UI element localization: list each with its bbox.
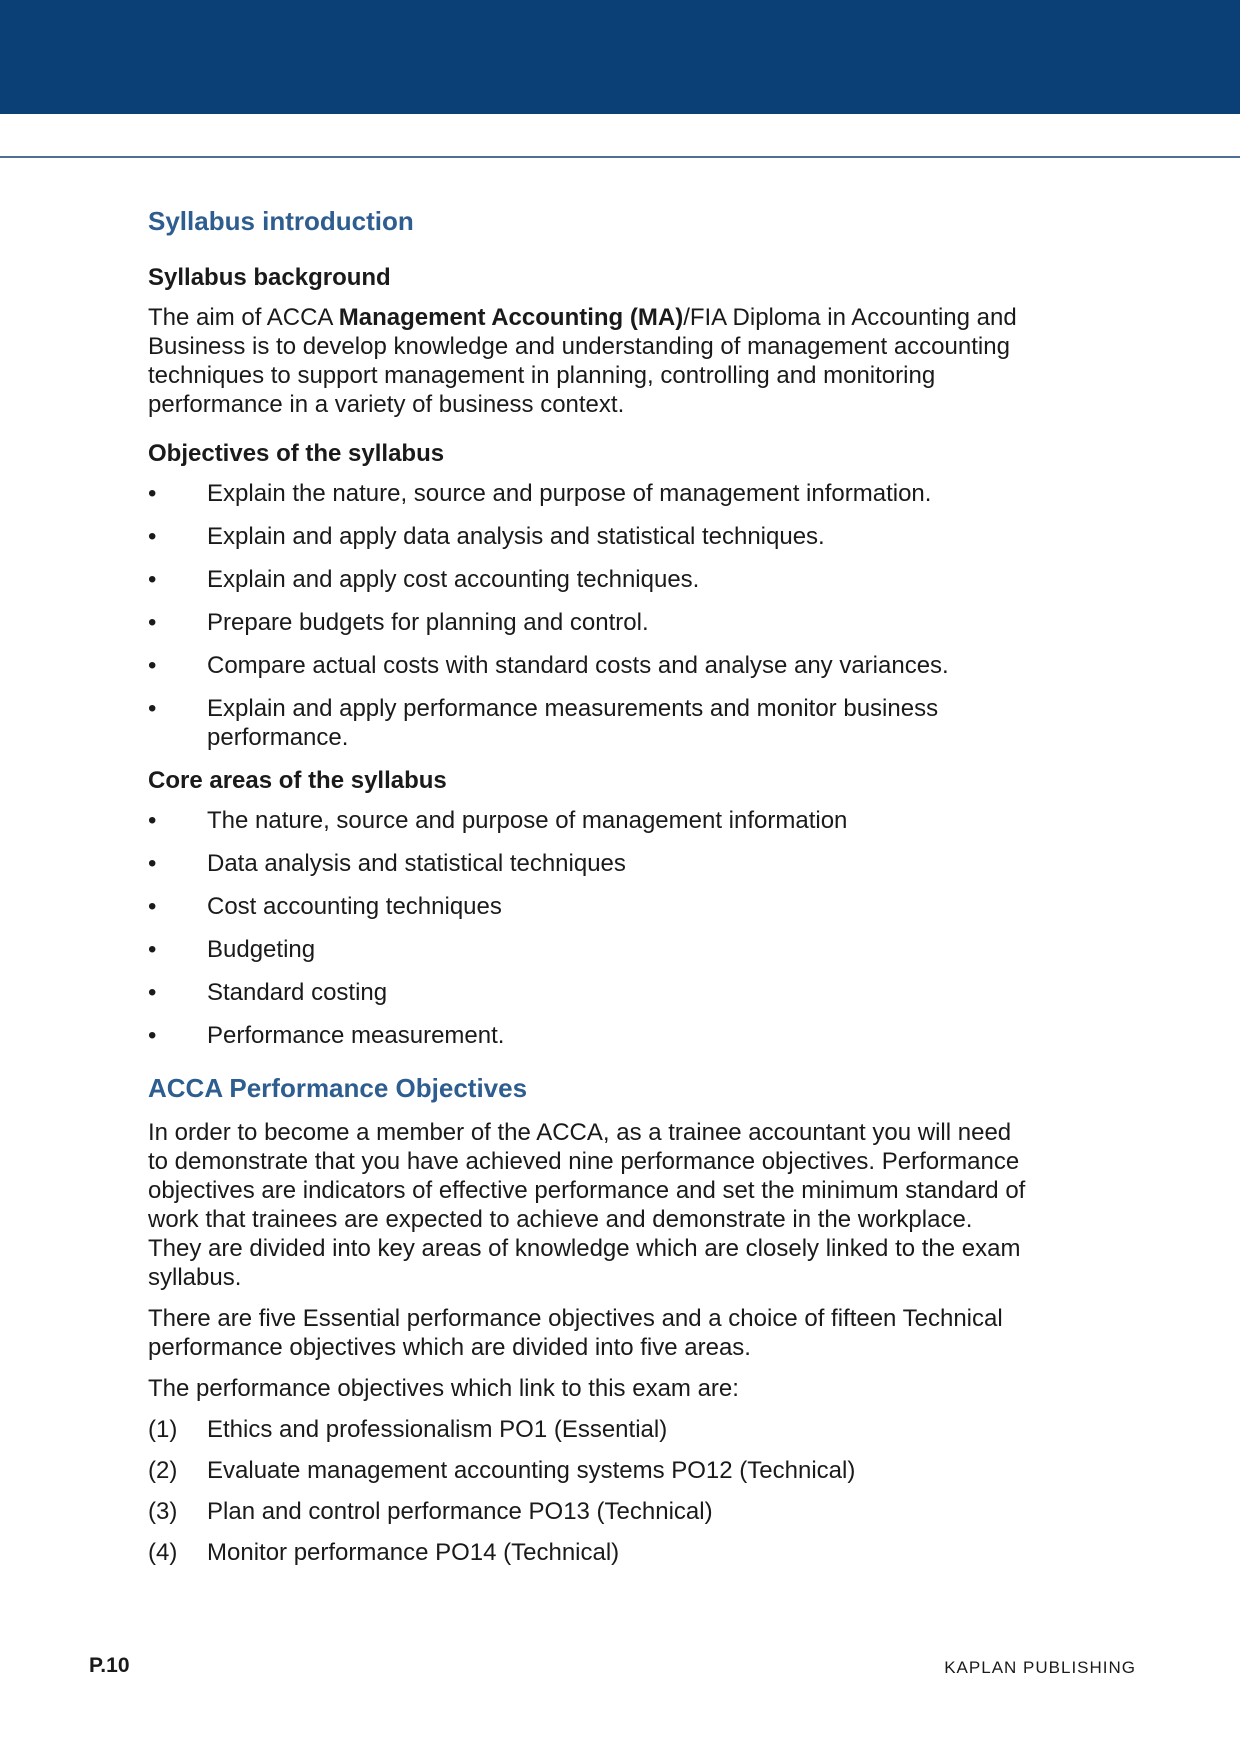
- publisher-name: KAPLAN PUBLISHING: [944, 1658, 1136, 1677]
- list-item-text: Data analysis and statistical techniques: [207, 850, 626, 877]
- list-item-text: Explain and apply performance measurements and monitor business performance.: [207, 695, 939, 751]
- bullet: •: [148, 695, 157, 722]
- header-rule: [0, 156, 1240, 158]
- performance-objectives-heading: ACCA Performance Objectives: [148, 1073, 528, 1103]
- list-item: [148, 806, 1028, 835]
- list-item-text: Prepare budgets for planning and control.: [207, 609, 649, 636]
- performance-paragraph-3: The performance objectives which link to this exam are:: [148, 1375, 739, 1402]
- list-item: [148, 651, 1028, 680]
- list-item-text: Cost accounting techniques: [207, 893, 502, 920]
- list-item-text: Explain the nature, source and purpose of management information.: [207, 480, 932, 507]
- list-item: [148, 935, 1028, 964]
- list-item: [148, 1497, 1028, 1526]
- list-item: [148, 849, 1028, 878]
- bullet: •: [148, 893, 157, 920]
- list-number: (4): [148, 1539, 178, 1566]
- bullet: •: [148, 566, 157, 593]
- performance-paragraph-1: In order to become a member of the ACCA, as a trainee accountant you will need to demonstrate that you have achieved nine performance objectives. Performance objectives are indicators of effective performance and set the minimum standard of work that trainees are expected to achieve and demonstrate in the workplace. They are divided into key areas of knowledge which are closely linked to the exam syllabus.: [148, 1119, 1026, 1291]
- list-item: [148, 1415, 1028, 1444]
- list-number: (1): [148, 1416, 178, 1443]
- list-item: [148, 1538, 1028, 1567]
- list-item-text: Explain and apply cost accounting techniques.: [207, 566, 700, 593]
- list-item: [148, 978, 1028, 1007]
- page-content: [148, 205, 1028, 1579]
- bullet: •: [148, 979, 157, 1006]
- bullet: •: [148, 850, 157, 877]
- list-item: [148, 1021, 1028, 1050]
- list-item-text: Compare actual costs with standard costs and analyse any variances.: [207, 652, 949, 679]
- background-text-post: /FIA Diploma in Accounting and Business is to develop knowledge and understanding of management accounting techniques to support management in planning, controlling and monitoring performance in a variety of business context.: [148, 304, 1017, 418]
- list-item: [148, 694, 1028, 752]
- list-item-text: Standard costing: [207, 979, 388, 1006]
- syllabus-background-heading: Syllabus background: [148, 264, 391, 291]
- list-number: (3): [148, 1498, 178, 1525]
- list-item-text: Explain and apply data analysis and statistical techniques.: [207, 523, 825, 550]
- list-item: [148, 608, 1028, 637]
- list-number: (2): [148, 1457, 178, 1484]
- bullet: •: [148, 936, 157, 963]
- page-number: P.10: [89, 1654, 130, 1677]
- list-item: [148, 565, 1028, 594]
- list-item-text: Evaluate management accounting systems PO12 (Technical): [207, 1457, 856, 1484]
- list-item-text: Ethics and professionalism PO1 (Essential): [207, 1416, 668, 1443]
- bullet: •: [148, 480, 157, 507]
- bullet: •: [148, 807, 157, 834]
- list-item-text: The nature, source and purpose of management information: [207, 807, 848, 834]
- list-item-text: Budgeting: [207, 936, 316, 963]
- list-item-text: Plan and control performance PO13 (Technical): [207, 1498, 713, 1525]
- header-band: [0, 0, 1240, 114]
- bullet: •: [148, 1022, 157, 1049]
- list-item: [148, 522, 1028, 551]
- core-areas-list: [148, 806, 1028, 1050]
- list-item-text: Monitor performance PO14 (Technical): [207, 1539, 620, 1566]
- background-text-bold: Management Accounting (MA): [338, 304, 684, 331]
- list-item: [148, 1456, 1028, 1485]
- background-text-pre: The aim of ACCA: [148, 304, 339, 331]
- core-areas-heading: Core areas of the syllabus: [148, 767, 447, 794]
- syllabus-introduction-heading: Syllabus introduction: [148, 206, 414, 236]
- list-item: [148, 892, 1028, 921]
- list-item-text: Performance measurement.: [207, 1022, 505, 1049]
- objectives-list: [148, 479, 1028, 752]
- syllabus-background-paragraph: [148, 303, 1028, 419]
- performance-paragraph-2: There are five Essential performance objectives and a choice of fifteen Technical performance objectives which are divided into five areas.: [148, 1305, 1003, 1361]
- bullet: •: [148, 652, 157, 679]
- performance-objectives-list: [148, 1415, 1028, 1567]
- bullet: •: [148, 523, 157, 550]
- objectives-heading: Objectives of the syllabus: [148, 440, 445, 467]
- list-item: [148, 479, 1028, 508]
- bullet: •: [148, 609, 157, 636]
